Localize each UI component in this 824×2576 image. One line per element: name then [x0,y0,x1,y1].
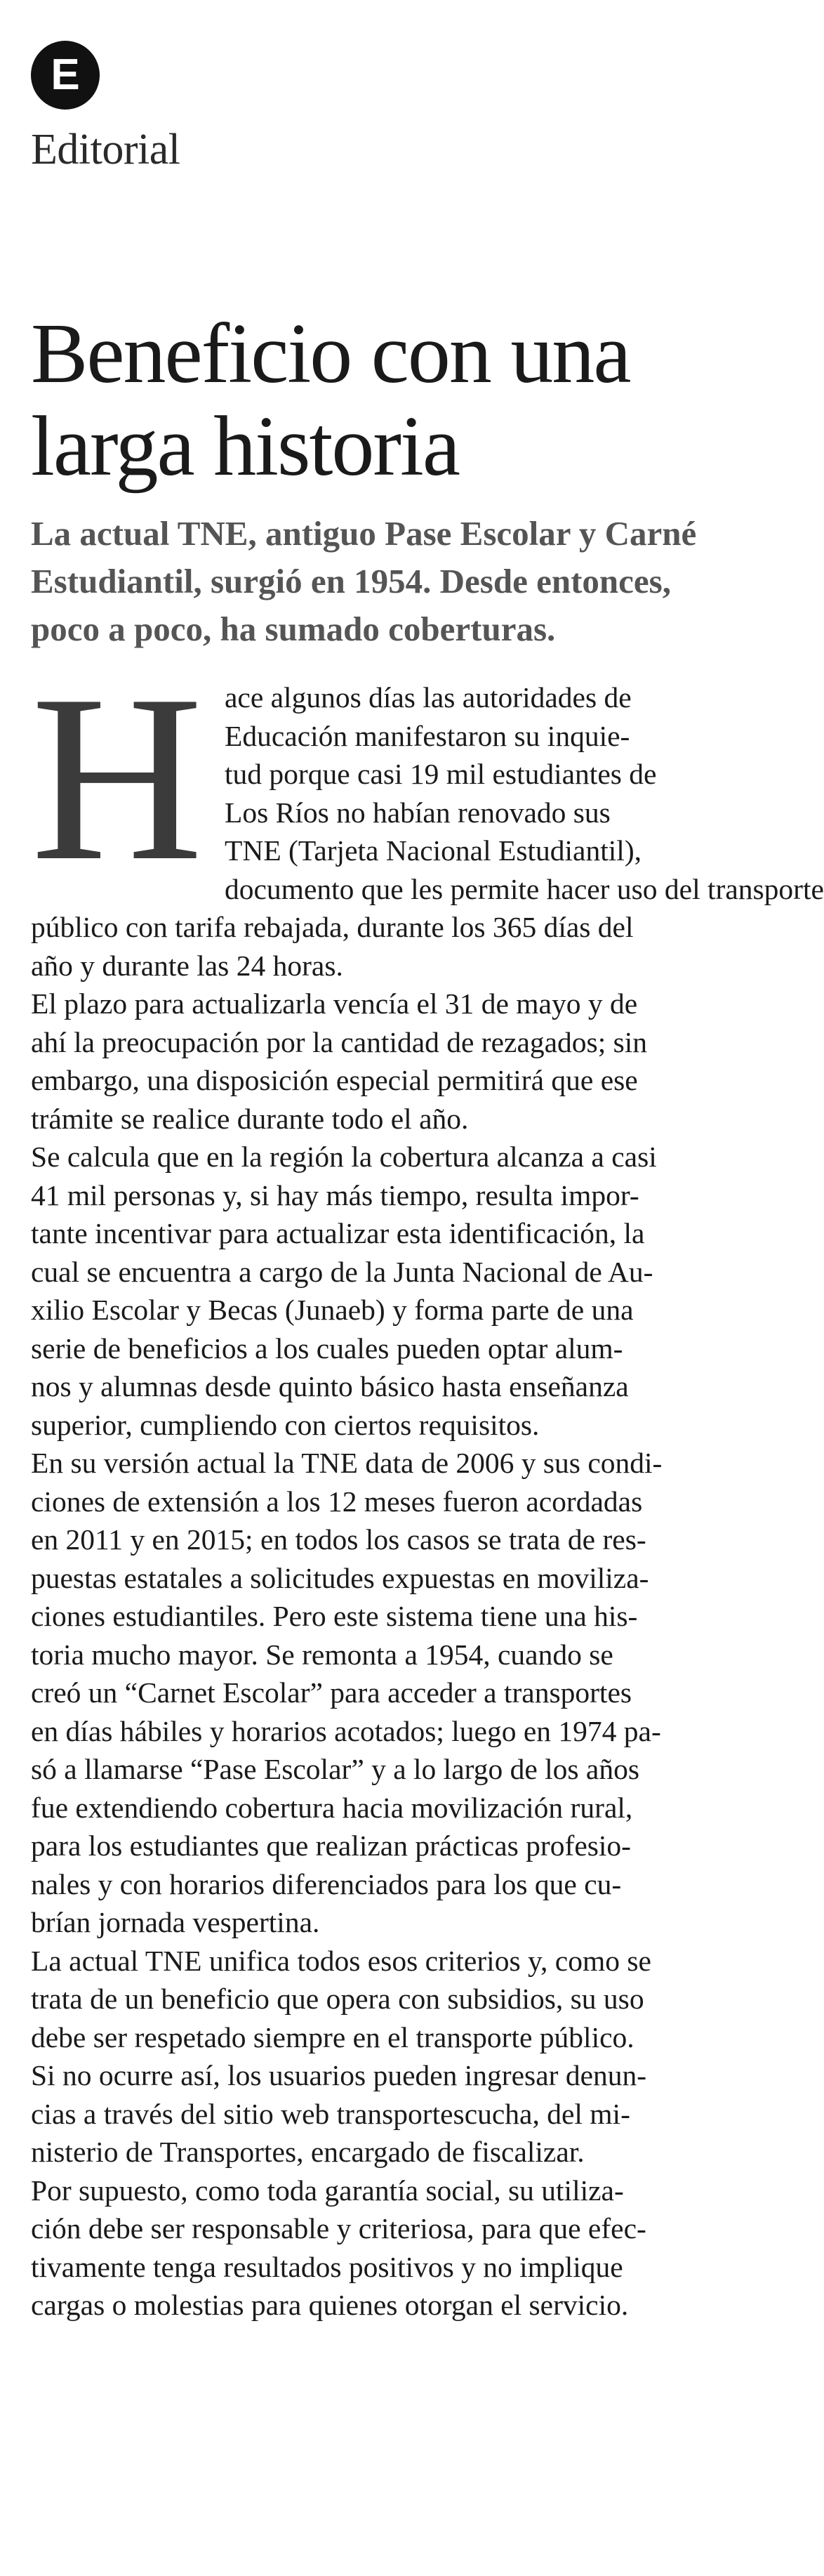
headline-line: Beneficio con una [31,306,630,401]
text-line: trata de un beneficio que opera con subsidios, su uso [31,1983,644,2015]
text-line: superior, cumpliendo con ciertos requisitos. [31,1408,540,1441]
text-line: xilio Escolar y Becas (Junaeb) y forma parte de una [31,1294,634,1326]
article-paragraph [31,1942,726,2171]
text-line: ciones estudiantiles. Pero este sistema tiene una his- [31,1600,638,1632]
text-line: ace algunos días las autoridades de [225,681,632,714]
text-line: nos y alumnas desde quinto básico hasta enseñanza [31,1370,629,1402]
text-line: brían jornada vespertina. [31,1906,320,1938]
section-label: Editorial [31,126,180,173]
article-paragraph [31,1444,726,1942]
text-line: Si no ocurre así, los usuarios pueden ingresar denun- [31,2059,647,2091]
text-line: nales y con horarios diferenciados para los que cu- [31,1867,622,1900]
text-line: cias a través del sitio web transportescucha, del mi- [31,2097,630,2130]
text-line: Por supuesto, como toda garantía social, su utiliza- [31,2174,624,2207]
text-line: 41 mil personas y, si hay más tiempo, resulta impor- [31,1178,639,1211]
text-line: para los estudiantes que realizan prácticas profesio- [31,1829,631,1862]
text-line: La actual TNE unifica todos esos criterios y, como se [31,1944,651,1977]
text-line: ción debe ser responsable y criteriosa, para que efec- [31,2212,646,2245]
text-line: El plazo para actualizarla vencía el 31 de mayo y de [31,987,638,1020]
text-line: tud porque casi 19 mil estudiantes de [225,758,657,790]
section-badge: E [31,41,100,110]
text-line: ahí la preocupación por la cantidad de rezagados; sin [31,1025,648,1058]
article-paragraph [31,985,726,1138]
drop-cap: H [31,645,204,910]
headline [31,308,726,493]
text-line: só a llamarse “Pase Escolar” y a lo largo de los años [31,1753,640,1785]
article-paragraph [31,1138,726,1444]
text-line: público con tarifa rebajada, durante los 365 días del [31,911,634,943]
text-line: serie de beneficios a los cuales pueden optar alum- [31,1332,623,1365]
text-line: ciones de extensión a los 12 meses fueron acordadas [31,1485,643,1518]
text-line: embargo, una disposición especial permitirá que ese [31,1064,638,1096]
article-body [31,645,824,2325]
text-line: tivamente tenga resultados positivos y no implique [31,2250,623,2283]
lead-line: Estudiantil, surgió en 1954. Desde entonces, [31,562,672,600]
lead-line: La actual TNE, antiguo Pase Escolar y Carné [31,514,697,553]
text-line: tante incentivar para actualizar esta identificación, la [31,1217,645,1249]
text-line: creó un “Carnet Escolar” para acceder a transportes [31,1676,632,1709]
text-line: toria mucho mayor. Se remonta a 1954, cuando se [31,1638,613,1671]
text-line: trámite se realice durante todo el año. [31,1102,469,1135]
text-line: En su versión actual la TNE data de 2006 y sus condi- [31,1447,663,1479]
text-line: TNE (Tarjeta Nacional Estudiantil), [225,834,642,867]
text-line: Los Ríos no habían renovado sus [225,796,611,829]
text-line: fue extendiendo cobertura hacia movilización rural, [31,1791,633,1824]
text-line: año y durante las 24 horas. [31,949,343,982]
text-line: nisterio de Transportes, encargado de fiscalizar. [31,2136,585,2168]
text-line: en días hábiles y horarios acotados; luego en 1974 pa- [31,1714,661,1747]
text-line: Educación manifestaron su inquie- [225,719,630,752]
article-paragraph [31,2171,726,2325]
lead-line: poco a poco, ha sumado coberturas. [31,610,556,648]
text-line: Se calcula que en la región la cobertura alcanza a casi [31,1141,657,1173]
text-line: debe ser respetado siempre en el transporte público. [31,2020,634,2053]
lead-summary [31,510,726,653]
text-line: en 2011 y en 2015; en todos los casos se trata de res- [31,1523,646,1556]
text-line: puestas estatales a solicitudes expuestas en moviliza- [31,1561,649,1594]
text-line: documento que les permite hacer uso del transporte [225,872,824,905]
text-line: cual se encuentra a cargo de la Junta Nacional de Au- [31,1255,653,1288]
headline-line: larga historia [31,399,460,494]
text-line: cargas o molestias para quienes otorgan el servicio. [31,2289,629,2321]
